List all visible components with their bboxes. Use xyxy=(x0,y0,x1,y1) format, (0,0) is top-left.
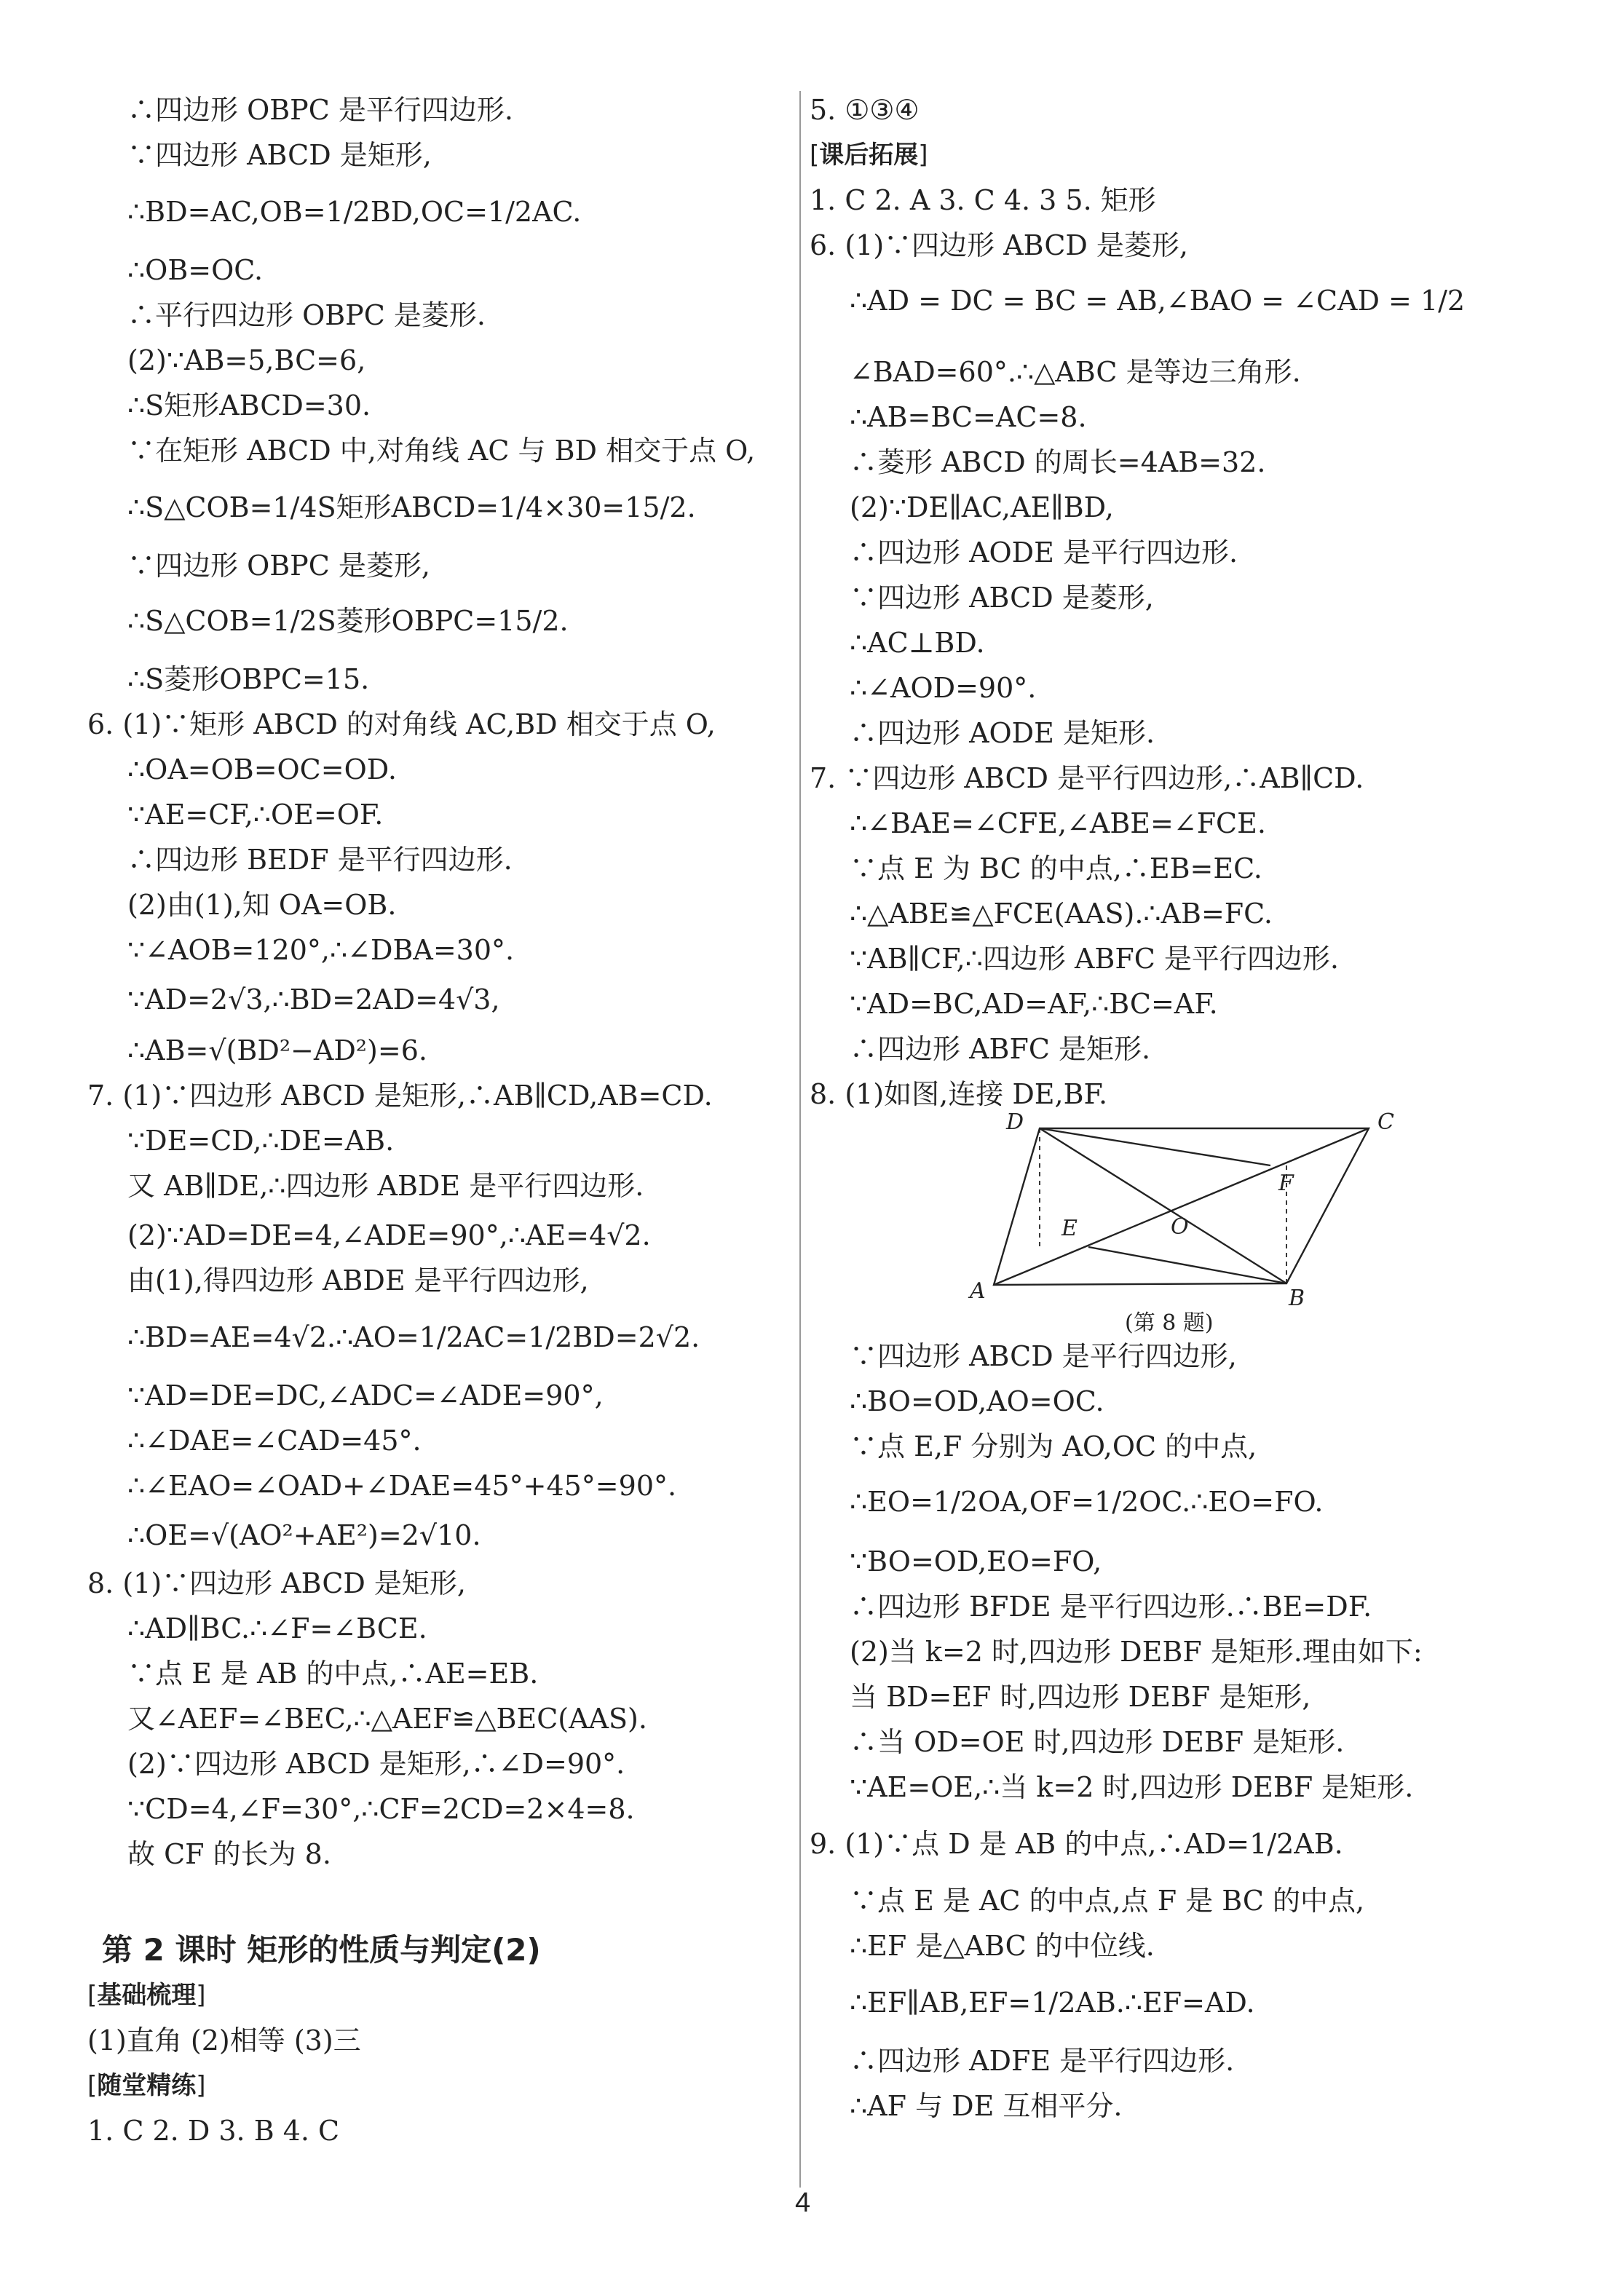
answer-line: (2)∵DE∥AC,AE∥BD, xyxy=(850,491,1114,523)
answer-line: 当 BD=EF 时,四边形 DEBF 是矩形, xyxy=(850,1681,1311,1713)
answer-line: ∴BD=AC,OB=1/2BD,OC=1/2AC. xyxy=(127,196,582,228)
answer-line: ∵AE=OE,∴当 k=2 时,四边形 DEBF 是矩形. xyxy=(850,1771,1414,1803)
answer-line: (2)由(1),知 OA=OB. xyxy=(127,889,397,921)
answer-line: ∵BO=OD,EO=FO, xyxy=(850,1545,1102,1577)
column-divider xyxy=(799,91,801,2188)
class-answers: 1. C 2. D 3. B 4. C xyxy=(87,2115,340,2147)
answer-line: ∵点 E 是 AC 的中点,点 F 是 BC 的中点, xyxy=(850,1885,1365,1917)
answer-line: ∠BAD=60°.∴△ABC 是等边三角形. xyxy=(850,356,1301,388)
answer-line: ∴AD∥BC.∴∠F=∠BCE. xyxy=(127,1612,427,1644)
answer-line: ∴△ABE≌△FCE(AAS).∴AB=FC. xyxy=(850,898,1273,930)
answer-line: ∴BD=AE=4√2.∴AO=1/2AC=1/2BD=2√2. xyxy=(127,1321,700,1353)
answer-line: (2)当 k=2 时,四边形 DEBF 是矩形.理由如下: xyxy=(850,1636,1423,1668)
answer-line: 8. (1)如图,连接 DE,BF. xyxy=(810,1078,1108,1110)
answer-line: 1. C 2. A 3. C 4. 3 5. 矩形 xyxy=(810,184,1156,216)
label-C: C xyxy=(1377,1110,1394,1135)
answer-line: ∴OB=OC. xyxy=(127,254,264,286)
answer-line: ∴BO=OD,AO=OC. xyxy=(850,1385,1104,1417)
section-header-basic: [ 基础梳理 ] xyxy=(87,1979,206,2012)
section-header-after: [ 课后拓展 ] xyxy=(810,138,928,172)
answer-line: ∴∠BAE=∠CFE,∠ABE=∠FCE. xyxy=(850,807,1266,839)
answer-line: 故 CF 的长为 8. xyxy=(127,1838,331,1870)
answer-line: ∴AB=√(BD²−AD²)=6. xyxy=(127,1034,427,1066)
answer-line: 6. (1)∵矩形 ABCD 的对角线 AC,BD 相交于点 O, xyxy=(87,708,716,740)
parallelogram-figure xyxy=(961,1110,1412,1307)
lesson-title: 第 2 课时 矩形的性质与判定(2) xyxy=(102,1932,541,1968)
answer-line: ∴四边形 ADFE 是平行四边形. xyxy=(850,2045,1235,2077)
answer-line: 9. (1)∵点 D 是 AB 的中点,∴AD=1/2AB. xyxy=(810,1828,1343,1860)
answer-line: ∴EF∥AB,EF=1/2AB.∴EF=AD. xyxy=(850,1987,1255,2019)
answer-line: 又 AB∥DE,∴四边形 ABDE 是平行四边形. xyxy=(127,1170,644,1202)
answer-line: (2)∵AD=DE=4,∠ADE=90°,∴AE=4√2. xyxy=(127,1219,651,1251)
answer-line: ∴当 OD=OE 时,四边形 DEBF 是矩形. xyxy=(850,1726,1345,1758)
answer-line: ∴AB=BC=AC=8. xyxy=(850,401,1087,433)
figure-caption: (第 8 题) xyxy=(1125,1310,1214,1336)
answer-line: (2)∵四边形 ABCD 是矩形,∴∠D=90°. xyxy=(127,1748,625,1780)
answer-line: ∵AD=BC,AD=AF,∴BC=AF. xyxy=(850,988,1218,1020)
answer-line: ∵四边形 ABCD 是平行四边形, xyxy=(850,1340,1237,1372)
answer-line: ∴EF 是△ABC 的中位线. xyxy=(850,1930,1155,1962)
answer-line: ∴四边形 AODE 是矩形. xyxy=(850,717,1155,749)
answer-line: ∴AC⊥BD. xyxy=(850,627,985,659)
answer-line: ∵四边形 ABCD 是矩形, xyxy=(127,139,432,171)
label-B: B xyxy=(1289,1286,1305,1307)
answer-line: 由(1),得四边形 ABDE 是平行四边形, xyxy=(127,1264,589,1297)
answer-line: ∵AB∥CF,∴四边形 ABFC 是平行四边形. xyxy=(850,943,1339,975)
answer-line: ∴AD = DC = BC = AB,∠BAO = ∠CAD = 1/2 xyxy=(850,285,1466,317)
answer-line: 7. (1)∵四边形 ABCD 是矩形,∴AB∥CD,AB=CD. xyxy=(87,1080,713,1112)
label-D: D xyxy=(1006,1110,1024,1135)
page-number: 4 xyxy=(795,2188,811,2218)
answer-line: ∴∠DAE=∠CAD=45°. xyxy=(127,1425,422,1457)
answer-line: ∴平行四边形 OBPC 是菱形. xyxy=(127,299,486,331)
label-A: A xyxy=(970,1278,986,1304)
answer-line: ∴S矩形ABCD=30. xyxy=(127,389,371,421)
answer-line: ∴S菱形OBPC=15. xyxy=(127,663,370,695)
answer-line: ∵∠AOB=120°,∴∠DBA=30°. xyxy=(127,934,515,966)
segment-DF xyxy=(1040,1128,1270,1165)
answer-line: ∵在矩形 ABCD 中,对角线 AC 与 BD 相交于点 O, xyxy=(127,435,756,467)
answer-line: 7. ∵四边形 ABCD 是平行四边形,∴AB∥CD. xyxy=(810,762,1364,794)
answer-line: ∴四边形 AODE 是平行四边形. xyxy=(850,537,1238,569)
basic-answers: (1)直角 (2)相等 (3)三 xyxy=(87,2024,361,2056)
answer-line: ∵四边形 OBPC 是菱形, xyxy=(127,550,430,582)
answer-line: ∴四边形 OBPC 是平行四边形. xyxy=(127,94,513,126)
answer-line: ∵四边形 ABCD 是菱形, xyxy=(850,582,1154,614)
answer-line: ∵AD=DE=DC,∠ADC=∠ADE=90°, xyxy=(127,1379,604,1412)
answer-line: ∵AD=2√3,∴BD=2AD=4√3, xyxy=(127,983,500,1016)
answer-line: 8. (1)∵四边形 ABCD 是矩形, xyxy=(87,1567,467,1599)
answer-line: ∵DE=CD,∴DE=AB. xyxy=(127,1125,395,1157)
answer-line: ∴四边形 BEDF 是平行四边形. xyxy=(127,844,513,876)
answer-line: ∵点 E 为 BC 的中点,∴EB=EC. xyxy=(850,852,1262,884)
section-header-class: [ 随堂精练 ] xyxy=(87,2069,206,2102)
answer-line: ∵点 E,F 分别为 AO,OC 的中点, xyxy=(850,1430,1257,1462)
answer-line: ∴AF 与 DE 互相平分. xyxy=(850,2090,1123,2122)
answer-line: ∴∠EAO=∠OAD+∠DAE=45°+45°=90°. xyxy=(127,1470,677,1502)
answer-line: ∴S△COB=1/4S矩形ABCD=1/4×30=15/2. xyxy=(127,491,696,523)
answer-line: ∴菱形 ABCD 的周长=4AB=32. xyxy=(850,446,1266,478)
answer-line: 5. ①③④ xyxy=(810,94,920,126)
answer-line: ∴四边形 BFDE 是平行四边形.∴BE=DF. xyxy=(850,1591,1372,1623)
answer-line: 6. (1)∵四边形 ABCD 是菱形, xyxy=(810,229,1189,261)
answer-line: ∴OE=√(AO²+AE²)=2√10. xyxy=(127,1519,481,1551)
answer-line: ∴∠AOD=90°. xyxy=(850,672,1037,704)
answer-line: ∴四边形 ABFC 是矩形. xyxy=(850,1033,1151,1065)
answer-line: ∵AE=CF,∴OE=OF. xyxy=(127,799,384,831)
label-F: F xyxy=(1278,1171,1294,1196)
answer-line: ∴EO=1/2OA,OF=1/2OC.∴EO=FO. xyxy=(850,1486,1324,1518)
answer-line: ∵点 E 是 AB 的中点,∴AE=EB. xyxy=(127,1658,539,1690)
label-O: O xyxy=(1171,1214,1189,1240)
answer-line: 又∠AEF=∠BEC,∴△AEF≌△BEC(AAS). xyxy=(127,1703,647,1735)
answer-line: ∴OA=OB=OC=OD. xyxy=(127,753,397,785)
answer-line: ∴S△COB=1/2S菱形OBPC=15/2. xyxy=(127,605,569,637)
label-E: E xyxy=(1061,1216,1078,1241)
answer-line: (2)∵AB=5,BC=6, xyxy=(127,344,366,376)
answer-line: ∵CD=4,∠F=30°,∴CF=2CD=2×4=8. xyxy=(127,1793,635,1825)
